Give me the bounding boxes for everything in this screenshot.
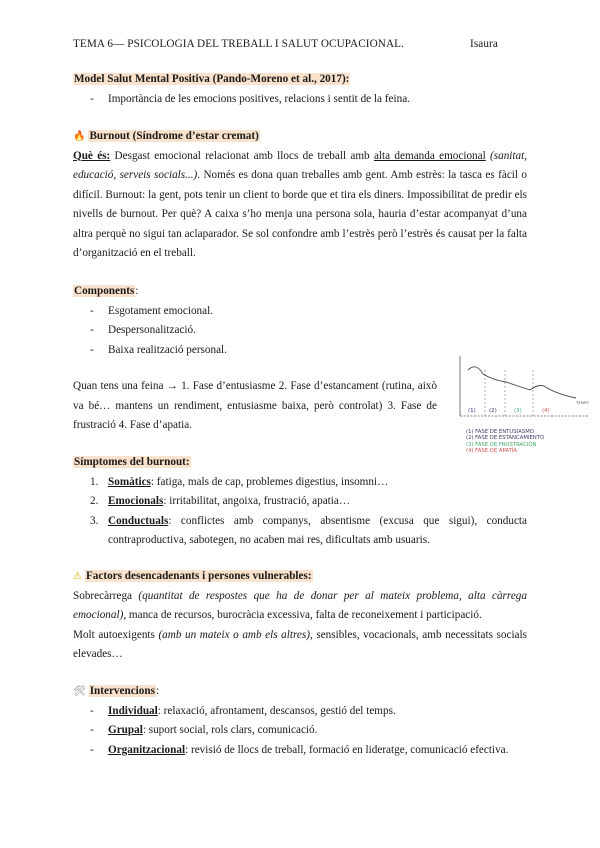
interventions-section: 🛠 Intervencions: - Individual: relaxació, afrontament, descansos, gestió del temps. - Grupal: suport social, rols clars, comunicació. - Organitzacional: revisió de llocs de treball, formació en lideratge, comunicació efectiva.: [73, 682, 527, 760]
burnout-section: [73, 127, 527, 264]
list-item: - Organitzacional: revisió de llocs de treball, formació en lideratge, comunicació efectiva.: [73, 741, 527, 761]
x-axis-label: TEMPS: [576, 400, 589, 405]
fire-icon: 🔥: [73, 131, 86, 142]
symptoms-section: [73, 453, 527, 551]
interventions-list: [73, 702, 527, 761]
legend-item: (2) FASE DE ESTANCAMIENTO: [466, 435, 545, 442]
phase-label-1: (1): [468, 408, 476, 414]
model-section: [73, 70, 527, 109]
warning-icon: ⚠: [73, 571, 82, 582]
symptoms-list: [73, 473, 527, 551]
list-item: - Esgotament emocional.: [73, 302, 527, 322]
header-title: TEMA 6— PSICOLOGIA DEL TREBALL I SALUT OCUPACIONAL.: [73, 38, 404, 50]
burnout-heading: Burnout (Síndrome d’estar cremat): [89, 130, 259, 142]
list-item: - Despersonalització.: [73, 321, 527, 341]
legend-item: (1) FASE DE ENTUSIASMO: [466, 429, 534, 435]
phase-label-3: (3): [514, 408, 522, 414]
que-es-label: Què és:: [73, 149, 111, 162]
model-heading: Model Salut Mental Positiva (Pando-Moreno et al., 2017):: [74, 73, 350, 85]
interventions-heading: Intervencions: [89, 685, 155, 697]
list-item: - Grupal: suport social, rols clars, comunicació.: [73, 721, 527, 741]
components-section: Components: - Esgotament emocional. - Despersonalització. - Baixa realització personal.: [73, 282, 527, 360]
list-item: 2. Emocionals: irritabilitat, angoixa, frustració, apatia…: [90, 495, 351, 507]
page-header: [73, 35, 527, 55]
list-item: - Baixa realització personal.: [73, 341, 527, 361]
factors-heading: Factors desencadenants i persones vulnerables:: [85, 570, 312, 582]
components-heading: Components: [74, 285, 135, 297]
phase-label-2: (2): [489, 408, 497, 414]
factors-section: [73, 567, 527, 665]
model-list: [73, 90, 527, 110]
phase-label-4: (4): [542, 408, 550, 414]
curve-line: [468, 367, 576, 398]
phases-legend: [466, 429, 544, 454]
legend-item: (3) FASE DE FRUSTRACIÓN: [466, 441, 537, 448]
header-author: Isaura: [470, 38, 498, 50]
phases-paragraph: Quan tens una feina → 1. Fase d’entusiasme 2. Fase d’estancament (rutina, això va bé… mantens un rendiment, entusiasme baixa, però controlat) 3. Fase de frustració 4. Fase d’apatia.: [73, 380, 437, 431]
tools-icon: 🛠: [73, 686, 86, 697]
burnout-paragraph: Què és: Desgast emocional relacionat amb llocs de treball amb alta demanda emocional (sanitat, educació, serveis socials...). Només es dona quan treballes amb gent. Amb estrès: la tasca es fàcil o difícil. Burnout: la gent, pots tenir un client to borde que et tira els diners. Impossibilitat de predir els nivells de burnout. Per què? A caixa s’ho menja una persona sola, hauria d’estar acompanyat d’una altra perquè no sigui tan aclaparador. Se sol confondre amb l’estrès però l’estrès és causat per la falta d’organització en el treball.: [73, 149, 528, 259]
legend-item: (4) FASE DE APATÍA: [466, 447, 517, 454]
factors-paragraph-1: Sobrecàrrega (quantitat de respostes que ha de donar per al mateix problema, alta càrrega emocional), manca de recursos, burocràcia excessiva, falta de reconeixement i participació.: [73, 589, 527, 621]
symptoms-heading: Símptomes del burnout:: [74, 456, 190, 468]
list-item: - Individual: relaxació, afrontament, descansos, gestió del temps.: [73, 702, 527, 722]
factors-paragraph-2: Molt autoexigents (amb un mateix o amb els altres), sensibles, vocacionals, amb necessitats socials elevades…: [73, 628, 527, 660]
list-item: 1. Somàtics: fatiga, mals de cap, problemes digestius, insomni…: [90, 475, 389, 488]
list-item: 3. Conductuals: conflictes amb companys, absentisme (excusa que sigui), conducta contraproductiva, sabotegen, no acaben mai res, dificultats amb usuaris.: [90, 514, 527, 546]
list-item: - Importància de les emocions positives, relacions i sentit de la feina.: [73, 90, 527, 110]
alta-demanda-text: alta demanda emocional: [373, 149, 486, 162]
